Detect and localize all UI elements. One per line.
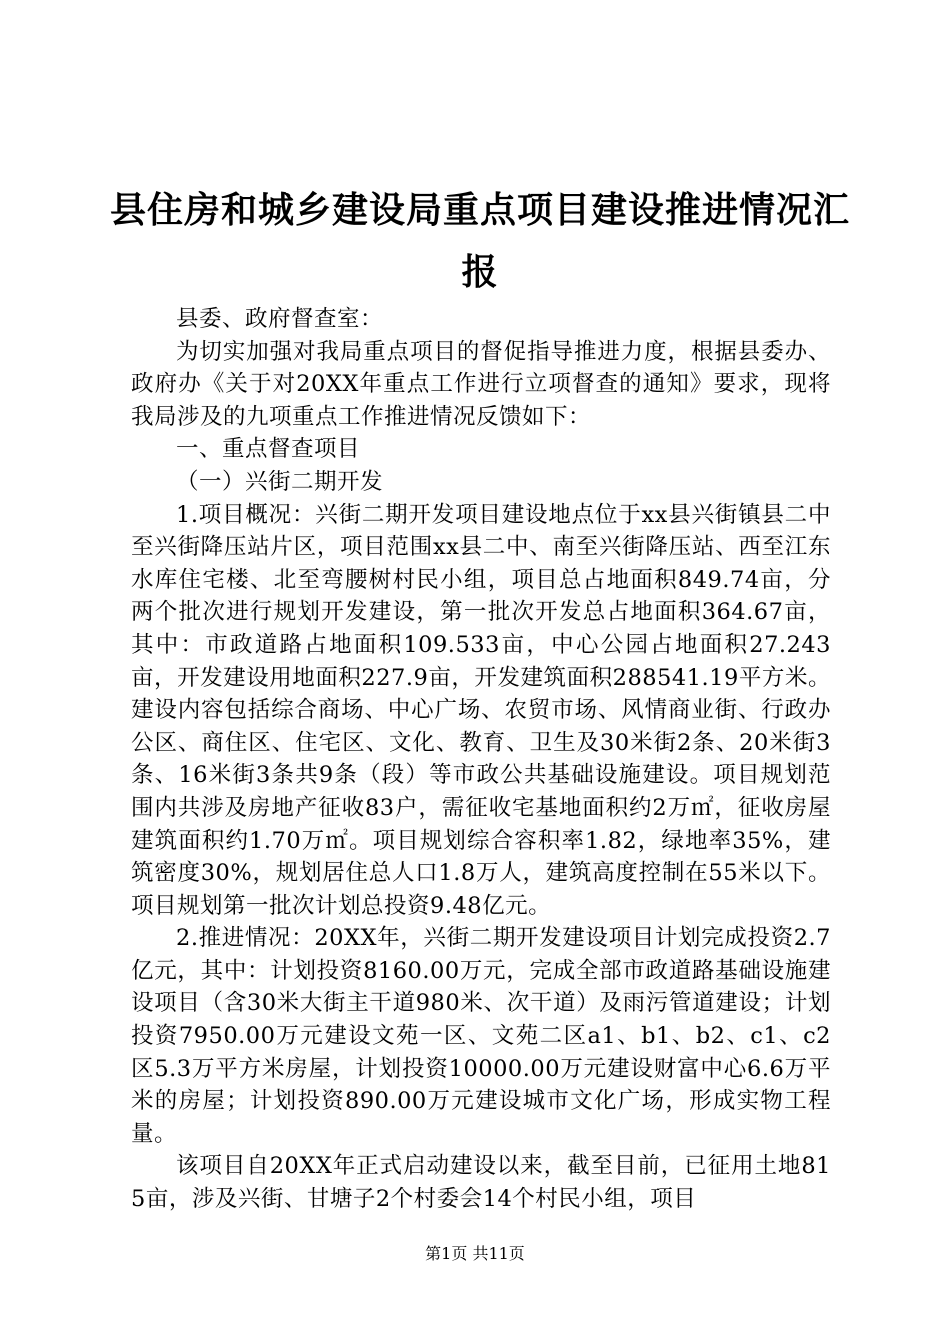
paragraph-status: 该项目自20XX年正式启动建设以来，截至目前，已征用土地815亩，涉及兴街、甘塘子2个村委会14个村民小组，项目 (131, 1153, 831, 1213)
page-footer: 第1页 共11页 (425, 1244, 525, 1263)
paragraph-intro: 为切实加强对我局重点项目的督促指导推进力度，根据县委办、政府办《关于对20XX年重点工作进行立项督查的通知》要求，现将我局涉及的九项重点工作推进情况反馈如下： (131, 338, 831, 430)
document-title: 县住房和城乡建设局重点项目建设推进情况汇报 (110, 190, 851, 293)
subsection-heading: （一）兴街二期开发 (176, 468, 384, 495)
paragraph-overview: 1.项目概况：兴街二期开发项目建设地点位于xx县兴街镇县二中至兴街降压站片区，项目范围xx县二中、南至兴街降压站、西至江东水库住宅楼、北至弯腰树村民小组，项目总占地面积849.74亩，分两个批次进行规划开发建设，第一批次开发总占地面积364.67亩，其中：市政道路占地面积109.533亩，中心公园占地面积27.243亩，开发建设用地面积227.9亩，开发建筑面积288541.19平方米。建设内容包括综合商场、中心广场、农贸市场、风情商业街、行政办公区、商住区、住宅区、文化、教育、卫生及30米街2条、20米街3条、16米街3条共9条（段）等市政公共基础设施建设。项目规划范围内共涉及房地产征收83户，需征收宅基地面积约2万㎡，征收房屋建筑面积约1.70万㎡。项目规划综合容积率1.82，绿地率35%，建筑密度30%，规划居住总人口1.8万人，建筑高度控制在55米以下。项目规划第一批次计划总投资9.48亿元。 (131, 501, 831, 919)
section-heading: 一、重点督查项目 (176, 436, 361, 463)
document-body (131, 303, 831, 1216)
salutation: 县委、政府督查室： (176, 306, 384, 332)
paragraph-progress: 2.推进情况：20XX年，兴街二期开发建设项目计划完成投资2.7亿元，其中：计划投资8160.00万元，完成全部市政道路基础设施建设项目（含30米大街主干道980米、次干道）及雨污管道建设；计划投资7950.00万元建设文苑一区、文苑二区a1、b1、b2、c1、c2区5.3万平方米房屋，计划投资10000.00万元建设财富中心6.6万平米的房屋；计划投资890.00万元建设城市文化广场，形成实物工程量。 (131, 925, 831, 1147)
